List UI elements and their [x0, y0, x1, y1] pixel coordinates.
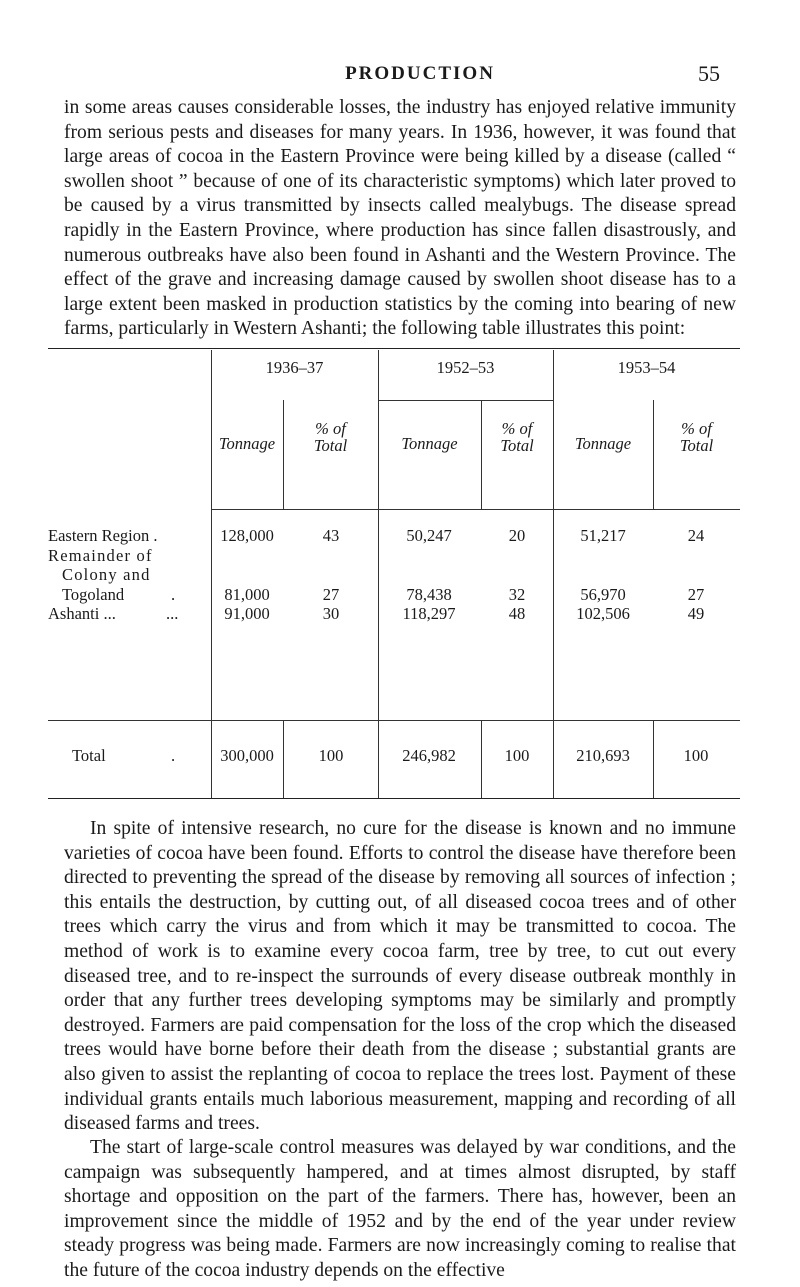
table-cell: 56,970: [580, 585, 626, 604]
table-cell: 50,247: [406, 526, 452, 545]
paragraph-research: In spite of intensive research, no cure for the disease is known and no immune varieties of cocoa have been found. Efforts to control the disease have therefore been directed to preventing the spread of the disease by removing all sources of infection ; this entails the destruction, by cutting out, of all diseased cocoa trees and of other trees which carry the virus and from which it may be transmitted to cocoa. The method of work is to examine every cocoa farm, tree by tree, to cut out every diseased tree, and to re-inspect the surrounds of every disease outbreak monthly in order that any further trees developing symptoms may be similarly and promptly destroyed. Farmers are paid compensation for the loss of the crop which the diseased trees would have borne before their death from the disease ; substantial grants are also given to assist the replanting of cocoa to replace the trees lost. Payment of these individual grants entails much laborious measurement, mapping and recording of all diseased farms and trees.: [64, 818, 736, 1135]
tonnage-header: Tonnage: [574, 434, 632, 453]
table-cell: 100: [318, 746, 344, 765]
table-hline: [48, 720, 740, 721]
table-cell: 20: [508, 526, 526, 545]
table-cell: 78,438: [406, 585, 452, 604]
tonnage-header: Tonnage: [401, 434, 458, 453]
table-hline: [211, 509, 740, 510]
table-hline: [378, 400, 553, 401]
table-cell: 210,693: [576, 746, 630, 765]
table-top-rule: [48, 348, 740, 349]
page-number: 55: [698, 61, 720, 86]
page-header: [120, 63, 720, 93]
table-cell: 48: [508, 604, 526, 623]
table-cell: 24: [687, 526, 705, 545]
row-label-dot: .: [171, 746, 176, 765]
row-label-remainder: Remainder of: [48, 546, 153, 565]
table-vline: [653, 400, 654, 510]
row-label-togoland: Togoland: [62, 585, 125, 604]
row-label-total: Total: [72, 746, 106, 765]
table-vline: [283, 400, 284, 510]
pct-total-header: % of Total: [500, 419, 534, 455]
table-cell: 91,000: [224, 604, 270, 623]
table-cell: 100: [504, 746, 530, 765]
table-cell: 100: [683, 746, 709, 765]
year-header: 1936–37: [265, 358, 324, 377]
table-cell: 32: [508, 585, 526, 604]
production-table: [48, 348, 740, 800]
table-cell: 246,982: [402, 746, 456, 765]
table-vline: [211, 350, 212, 798]
table-vline: [553, 350, 554, 798]
pct-total-header: % of Total: [679, 419, 714, 455]
table-cell: 30: [322, 604, 340, 623]
tonnage-header: Tonnage: [218, 434, 276, 453]
row-label-ashanti: Ashanti ...: [48, 604, 116, 623]
table-cell: 128,000: [220, 526, 274, 545]
table-cell: 300,000: [220, 746, 274, 765]
row-label-eastern: Eastern Region .: [48, 526, 158, 545]
row-label-dots: ...: [166, 604, 179, 623]
row-label-dot: .: [171, 585, 176, 604]
running-title: PRODUCTION: [345, 63, 495, 84]
table-cell: 27: [322, 585, 340, 604]
table-bottom-rule: [48, 798, 740, 799]
year-header: 1952–53: [436, 358, 495, 377]
table-cell: 118,297: [402, 604, 456, 623]
table-cell: 81,000: [224, 585, 270, 604]
pct-total-header: % of Total: [313, 419, 348, 455]
table-cell: 27: [687, 585, 705, 604]
year-header: 1953–54: [617, 358, 676, 377]
table-cell: 51,217: [580, 526, 626, 545]
table-cell: 49: [687, 604, 705, 623]
row-label-colony: Colony and: [62, 565, 151, 584]
table-cell: 102,506: [576, 604, 630, 623]
table-vline: [481, 400, 482, 510]
table-cell: 43: [322, 526, 340, 545]
paragraph-intro: in some areas causes considerable losses, the industry has enjoyed relative immunity from serious pests and diseases for many years. In 1936, however, it was found that large areas of cocoa in the Eastern Province were being killed by a disease (called “ swollen shoot ” because of one of its characteristic symptoms) which later proved to be caused by a virus transmitted by insects called mealybugs. The disease spread rapidly in the Eastern Province, where production has since fallen disastrously, and numerous outbreaks have also been found in Ashanti and the Western Province. The effect of the grave and increasing damage caused by swollen shoot disease has to a large extent been masked in production statistics by the coming into bearing of new farms, particularly in Western Ashanti; the following table illustrates this point:: [64, 97, 736, 340]
table-vline: [378, 350, 379, 798]
paragraph-control-measures: The start of large-scale control measures was delayed by war conditions, and the campaign was subsequently hampered, and at times almost disrupted, by staff shortage and opposition on the part of the farmers. There has, however, been an improvement since the middle of 1952 and by the end of the year under review steady progress was being made. Farmers are now increasingly coming to realise that the future of the cocoa industry depends on the effective: [64, 1137, 736, 1281]
